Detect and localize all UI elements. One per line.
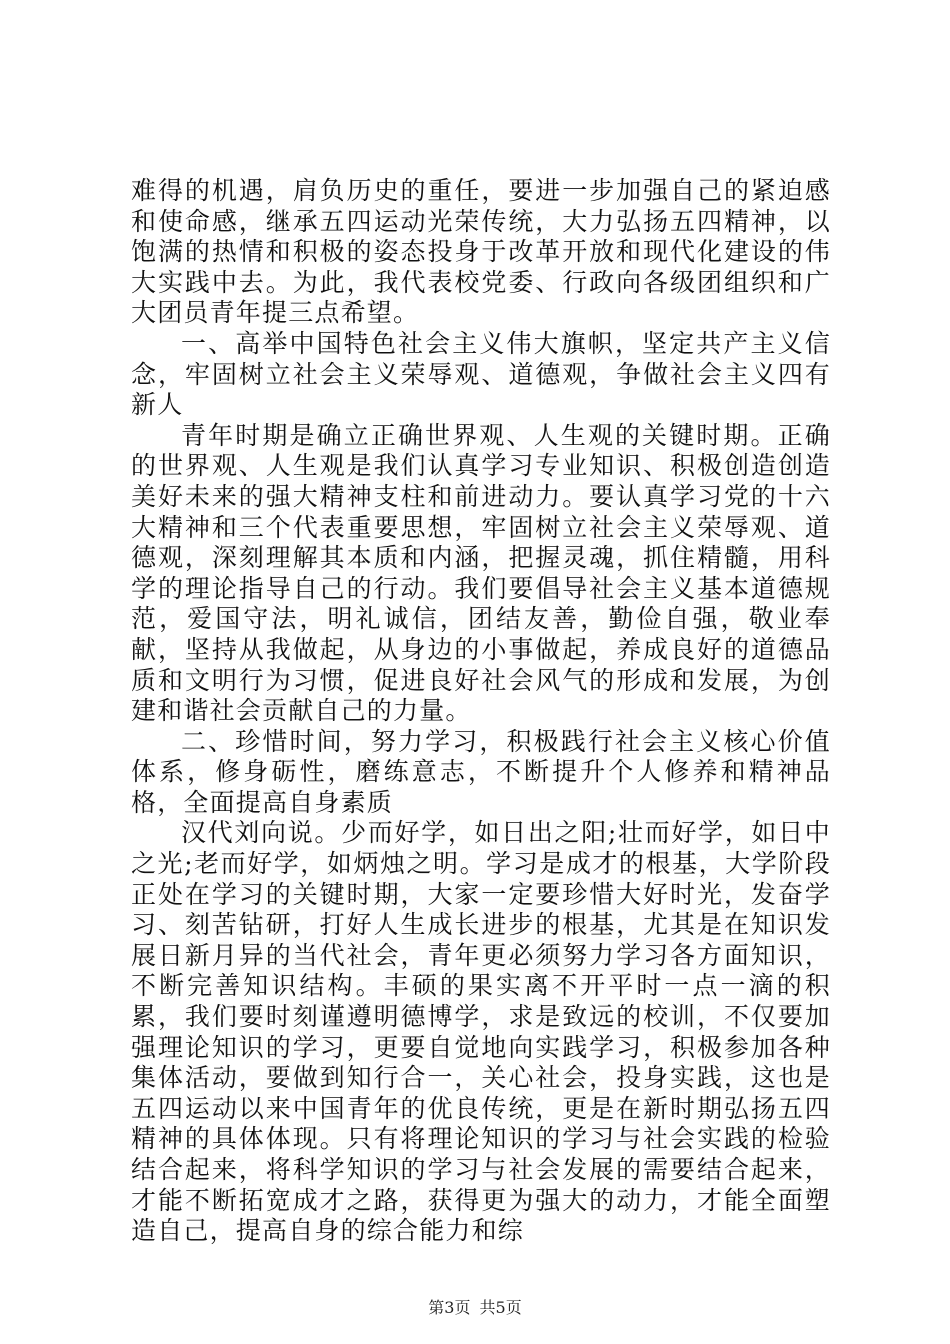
paragraph-section-2: 汉代刘向说。少而好学，如日出之阳;壮而好学，如日中之光;老而好学，如炳烛之明。学习是成才的根基，大学阶段正处在学习的关键时期，大家一定要珍惜大好时光，发奋学习、刻苦钻研，打好人生成长进步的根基，尤其是在知识发展日新月异的当代社会，青年更必须努力学习各方面知识，不断完善知识结构。丰硕的果实离不开平时一点一滴的积累，我们要时刻谨遵明德博学，求是致远的校训，不仅要加强理论知识的学习，更要自觉地向实践学习，积极参加各种集体活动，要做到知行合一，关心社会，投身实践，这也是五四运动以来中国青年的优良传统，更是在新时期弘扬五四精神的具体体现。只有将理论知识的学习与社会实践的检验结合起来，将科学知识的学习与社会发展的需要结合起来，才能不断拓宽成才之路，获得更为强大的动力，才能全面塑造自己，提高自身的综合能力和综 [131,818,831,1246]
document-body [131,176,831,1247]
section-heading-1: 一、高举中国特色社会主义伟大旗帜，坚定共产主义信念，牢固树立社会主义荣辱观、道德观，争做社会主义四有新人 [131,328,831,420]
page-footer [0,1295,950,1318]
page-number: 第3页 [428,1298,471,1317]
page-total: 共5页 [479,1298,522,1317]
paragraph-section-1: 青年时期是确立正确世界观、人生观的关键时期。正确的世界观、人生观是我们认真学习专业知识、积极创造创造美好未来的强大精神支柱和前进动力。要认真学习党的十六大精神和三个代表重要思想，牢固树立社会主义荣辱观、道德观，深刻理解其本质和内涵，把握灵魂，抓住精髓，用科学的理论指导自己的行动。我们要倡导社会主义基本道德规范，爱国守法，明礼诚信，团结友善，勤俭自强，敬业奉献，坚持从我做起，从身边的小事做起，养成良好的道德品质和文明行为习惯，促进良好社会风气的形成和发展，为创建和谐社会贡献自己的力量。 [131,420,831,726]
paragraph-continuation: 难得的机遇，肩负历史的重任，要进一步加强自己的紧迫感和使命感，继承五四运动光荣传统，大力弘扬五四精神，以饱满的热情和积极的姿态投身于改革开放和现代化建设的伟大实践中去。为此，我代表校党委、行政向各级团组织和广大团员青年提三点希望。 [131,176,831,328]
section-heading-2: 二、珍惜时间，努力学习，积极践行社会主义核心价值体系，修身砺性，磨练意志，不断提升个人修养和精神品格，全面提高自身素质 [131,726,831,817]
